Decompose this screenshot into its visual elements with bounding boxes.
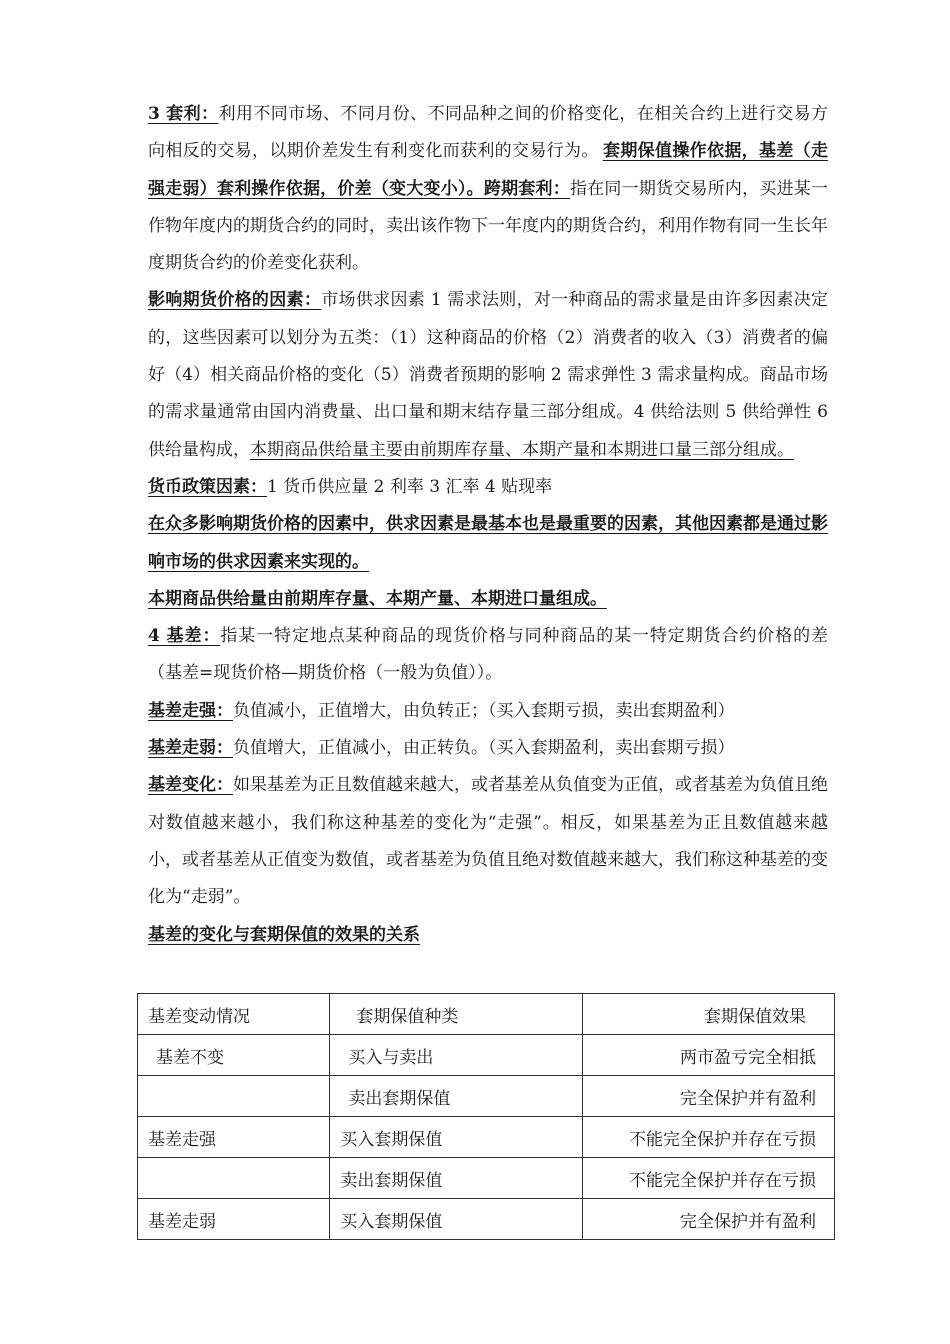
paragraph-basis-weaken	[148, 730, 828, 767]
intertemporal-arbitrage-definition: 指在同一期货交易所内，买进某一作物年度内的期货合约的同时，卖出该作物下一年度内的期货合约，利用作物有同一生长年度期货合约的价差变化获利。	[148, 178, 829, 274]
cell-basis-change: 基差走强	[138, 1117, 330, 1158]
heading-price-factors: 影响期货价格的因素：	[148, 290, 322, 311]
heading-basis-change: 基差变化：	[148, 775, 233, 796]
header-basis-change: 基差变动情况	[138, 994, 330, 1035]
heading-basis: 4 基差：	[148, 626, 221, 647]
basis-hedge-table	[137, 993, 835, 1240]
supply-composition-text: 本期商品供给量主要由前期库存量、本期产量和本期进口量三部分组成。	[250, 439, 794, 460]
cell-basis-change	[138, 1158, 330, 1199]
table-row	[138, 1199, 835, 1240]
cell-hedge-effect: 不能完全保护并存在亏损	[582, 1117, 834, 1158]
basis-strengthen-text: 负值减小，正值增大，由负转正；（买入套期亏损，卖出套期盈利）	[233, 700, 735, 721]
supply-components-text: 本期商品供给量由前期库存量、本期产量、本期进口量组成。	[148, 588, 607, 609]
cell-basis-change: 基差走弱	[138, 1199, 330, 1240]
cell-hedge-type: 买入与卖出	[330, 1035, 582, 1076]
table-row	[138, 1035, 835, 1076]
cell-basis-change: 基差不变	[138, 1035, 330, 1076]
cell-hedge-type: 卖出套期保值	[330, 1158, 582, 1199]
basis-weaken-text: 负值增大，正值减小，由正转负。（买入套期盈利，卖出套期亏损）	[233, 738, 735, 759]
heading-basis-strengthen: 基差走强：	[148, 700, 233, 721]
basis-definition: 指某一特定地点某种商品的现货价格与同种商品的某一特定期货合约价格的差（基差=现货价格—期货价格（一般为负值））。	[148, 626, 828, 684]
cell-hedge-effect: 完全保护并有盈利	[582, 1199, 834, 1240]
table-title: 基差的变化与套期保值的效果的关系	[148, 924, 420, 945]
cell-hedge-effect: 完全保护并有盈利	[582, 1076, 834, 1117]
paragraph-basis-strengthen	[148, 693, 828, 730]
table-row	[138, 1117, 835, 1158]
table-header-row	[138, 994, 835, 1035]
heading-basis-weaken: 基差走弱：	[148, 738, 233, 759]
document-body	[148, 96, 828, 954]
monetary-policy-text: 1 货币供应量 2 利率 3 汇率 4 贴现率	[267, 476, 553, 497]
paragraph-supply-components	[148, 581, 828, 618]
header-hedge-type: 套期保值种类	[330, 994, 582, 1035]
paragraph-basis	[148, 618, 828, 693]
basis-change-text: 如果基差为正且数值越来越大，或者基差从负值变为正值，或者基差为负值且绝对数值越来越小，我们称这种基差的变化为“走强”。相反，如果基差为正且数值越来越小，或者基差从正值变为数值，或者基差为负值且绝对数值越来越大，我们称这种基差的变化为“走弱”。	[148, 775, 828, 908]
paragraph-key-factor	[148, 506, 828, 581]
cell-hedge-type: 卖出套期保值	[330, 1076, 582, 1117]
hedge-basis-note: 套期保值操作依据，基差（走强走弱）套利操作依据，价差（变大变小）。跨期套利：	[148, 141, 829, 199]
heading-monetary-policy: 货币政策因素：	[148, 476, 267, 497]
table-row	[138, 1158, 835, 1199]
cell-basis-change	[138, 1076, 330, 1117]
supply-demand-text: 市场供求因素 1 需求法则，对一种商品的需求量是由许多因素决定的，这些因素可以划分为五类：（1）这种商品的价格（2）消费者的收入（3）消费者的偏好（4）相关商品价格的变化（5）消费者预期的影响 2 需求弹性 3 需求量构成。商品市场的需求量通常由国内消费量、出口量和期末结存量三部分组成。4 供给法则 5 供给弹性 6 供给量构成，	[148, 290, 829, 460]
paragraph-monetary-policy	[148, 469, 828, 506]
cell-hedge-effect: 不能完全保护并存在亏损	[582, 1158, 834, 1199]
header-hedge-effect: 套期保值效果	[582, 994, 834, 1035]
cell-hedge-type: 买入套期保值	[330, 1199, 582, 1240]
cell-hedge-effect: 两市盈亏完全相抵	[582, 1035, 834, 1076]
paragraph-price-factors	[148, 282, 828, 468]
arbitrage-definition: 利用不同市场、不同月份、不同品种之间的价格变化，在相关合约上进行交易方向相反的交易，以期价差发生有利变化而获利的交易行为。	[148, 104, 829, 162]
cell-hedge-type: 买入套期保值	[330, 1117, 582, 1158]
paragraph-arbitrage	[148, 96, 828, 282]
heading-arbitrage: 3 套利：	[148, 104, 219, 124]
table-row	[138, 1076, 835, 1117]
key-factor-text: 在众多影响期货价格的因素中，供求因素是最基本也是最重要的因素，其他因素都是通过影响市场的供求因素来实现的。	[148, 514, 828, 572]
paragraph-basis-change	[148, 767, 828, 916]
